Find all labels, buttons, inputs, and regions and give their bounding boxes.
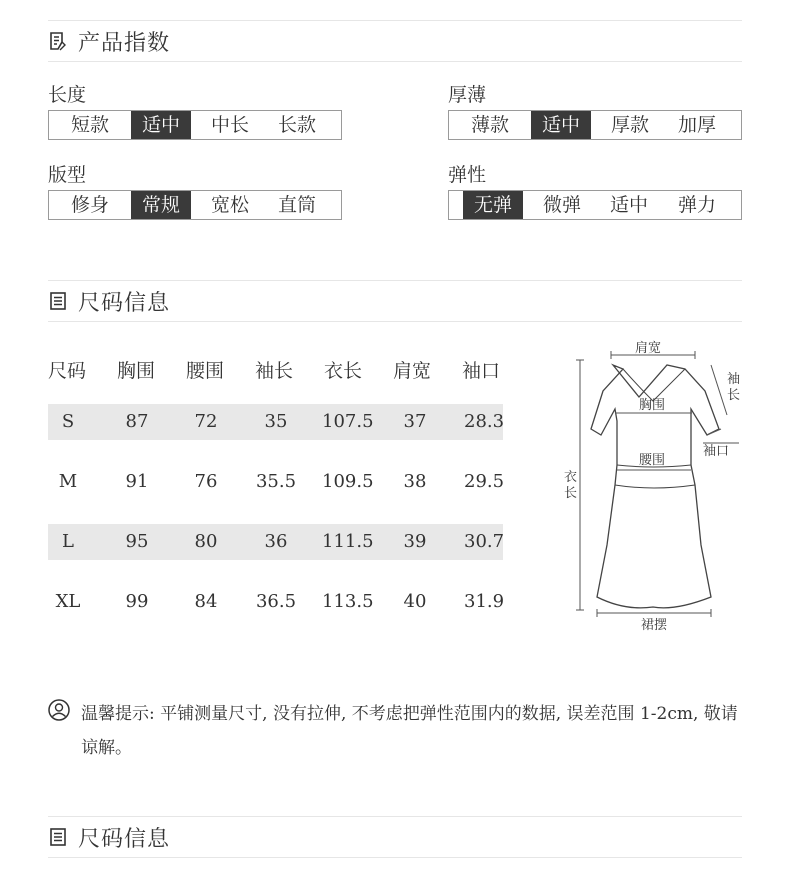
- option-selected: 无弹: [463, 191, 523, 219]
- table-cell: 111.5: [322, 531, 374, 552]
- section-header: [48, 822, 170, 852]
- table-cell: 113.5: [322, 591, 374, 612]
- attr-options-thickness: [448, 110, 742, 140]
- table-cell: 99: [125, 591, 149, 612]
- table-cell: 95: [125, 531, 149, 552]
- table-cell: 84: [194, 591, 218, 612]
- divider: [48, 20, 742, 21]
- table-cell: 29.5: [464, 471, 505, 492]
- attr-label-elasticity: 弹性: [448, 164, 487, 186]
- diagram-label-waist: 腰围: [639, 453, 666, 468]
- table-cell: 37: [403, 411, 427, 432]
- attr-label-fit: 版型: [48, 164, 87, 186]
- option: 薄款: [470, 114, 509, 136]
- attr-label-length: 长度: [48, 84, 87, 106]
- table-cell: S: [61, 411, 75, 432]
- table-header: 袖口: [462, 360, 501, 382]
- section-title: 尺码信息: [78, 290, 171, 316]
- table-cell: 109.5: [322, 471, 374, 492]
- table-cell: 72: [194, 411, 218, 432]
- table-row: [48, 584, 503, 620]
- list-icon: [48, 291, 68, 311]
- option: 宽松: [210, 194, 249, 216]
- table-cell: M: [58, 471, 78, 492]
- table-cell: 87: [125, 411, 149, 432]
- table-row: [48, 464, 503, 500]
- diagram-label-cuff: 袖口: [703, 444, 730, 459]
- table-header: 肩宽: [393, 360, 432, 382]
- table-cell: 80: [194, 531, 218, 552]
- table-cell: 39: [403, 531, 427, 552]
- tip-text: 温馨提示: 平铺测量尺寸, 没有拉伸, 不考虑把弹性范围内的数据, 误差范围 1-2cm, 敬请谅解。: [81, 704, 738, 758]
- divider: [48, 61, 742, 62]
- option: 微弹: [542, 194, 581, 216]
- option: 厚款: [610, 114, 649, 136]
- option: 修身: [70, 194, 109, 216]
- table-cell: 35.5: [255, 471, 297, 492]
- table-header: 尺码: [48, 360, 87, 382]
- table-cell: 40: [403, 591, 427, 612]
- table-header: 腰围: [186, 360, 225, 382]
- option: 短款: [70, 114, 109, 136]
- attr-options-length: [48, 110, 342, 140]
- option: 中长: [210, 114, 249, 136]
- table-cell: 76: [194, 471, 218, 492]
- divider: [48, 816, 742, 817]
- garment-diagram: [555, 335, 745, 635]
- attr-options-elasticity: [448, 190, 742, 220]
- option: 适中: [609, 194, 648, 216]
- table-cell: 107.5: [322, 411, 374, 432]
- diagram-label-hem: 裙摆: [641, 618, 668, 633]
- table-cell: 28.3: [464, 411, 505, 432]
- table-cell: 36.5: [255, 591, 297, 612]
- option: 直筒: [277, 194, 316, 216]
- attr-label-thickness: 厚薄: [448, 84, 487, 106]
- option: 长款: [277, 114, 316, 136]
- table-header: 衣长: [324, 360, 363, 382]
- attr-options-fit: [48, 190, 342, 220]
- option-selected: 适中: [131, 111, 191, 139]
- section-header: [48, 286, 170, 316]
- diagram-label-length: 长: [564, 486, 578, 501]
- diagram-label-sleeve: 长: [727, 388, 741, 403]
- section-title: 尺码信息: [78, 826, 171, 852]
- table-cell: L: [62, 531, 74, 552]
- diagram-label-length: 衣: [564, 470, 578, 485]
- table-cell: 31.9: [464, 591, 505, 612]
- table-header: 胸围: [117, 360, 156, 382]
- table-cell: 38: [403, 471, 427, 492]
- table-cell: 30.7: [464, 531, 505, 552]
- divider: [48, 857, 742, 858]
- option: 弹力: [677, 194, 716, 216]
- divider: [48, 321, 742, 322]
- table-cell: XL: [55, 591, 81, 612]
- table-cell: 91: [125, 471, 149, 492]
- table-header: 袖长: [255, 360, 294, 382]
- table-cell: 35: [264, 411, 288, 432]
- document-icon: [48, 31, 68, 51]
- list-icon: [48, 827, 68, 847]
- table-row: [48, 404, 503, 440]
- diagram-label-chest: 胸围: [639, 398, 666, 413]
- table-cell: 36: [264, 531, 288, 552]
- section-header: [48, 26, 170, 56]
- table-row: [48, 524, 503, 560]
- option-selected: 适中: [531, 111, 591, 139]
- option-selected: 常规: [131, 191, 191, 219]
- user-circle-icon: [48, 699, 70, 721]
- divider: [48, 280, 742, 281]
- option: 加厚: [677, 114, 716, 136]
- diagram-label-shoulder: 肩宽: [635, 341, 662, 356]
- section-title: 产品指数: [78, 30, 171, 56]
- diagram-label-sleeve: 袖: [727, 372, 741, 387]
